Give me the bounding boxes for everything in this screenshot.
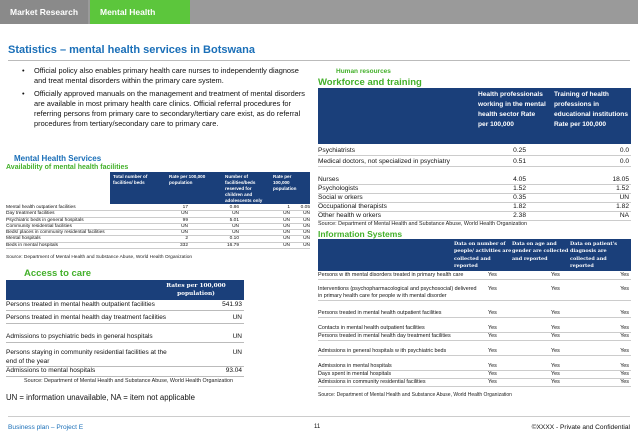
row-value: Yes <box>620 286 629 292</box>
row-value: Yes <box>551 333 560 339</box>
mhs-source: Source: Department of Mental Health and Substance Abuse, World Health Organization <box>6 255 193 260</box>
row-label: Psychiatrists <box>318 147 356 154</box>
col-header: Health professionals working in the mental health sector Rate per 100,000 <box>478 91 546 128</box>
row-label: Social w orkers <box>318 194 363 201</box>
row-value: Yes <box>488 325 497 331</box>
row-value: Yes <box>551 272 560 278</box>
row-label: Contacts in mental health outpatient facilities <box>318 325 425 331</box>
row-value: Yes <box>620 333 629 339</box>
top-navigation-bar <box>0 0 638 41</box>
access-table-header <box>6 280 244 300</box>
row-value: 541.93 <box>222 301 242 308</box>
workforce-table-header <box>318 88 631 144</box>
table-row <box>6 314 244 324</box>
bullet-item: • Official policy also enables primary health care nurses to independently diagnose and treat mental disorders within the primary care system. <box>22 66 310 86</box>
row-value: Yes <box>620 310 629 316</box>
row-value: UN <box>283 236 290 242</box>
row-label: Admissions to mental hospitals <box>6 367 96 374</box>
row-value: 1.52 <box>513 185 526 192</box>
row-value: UN <box>303 236 310 242</box>
footer-divider <box>8 416 630 417</box>
row-value: 5.01 <box>229 217 239 223</box>
table-row <box>318 371 631 379</box>
row-value: Yes <box>551 310 560 316</box>
workforce-source: Source: Department of Mental Health and Substance Abuse, World Health Organization <box>318 221 528 227</box>
col-header: Total number of facilities/ beds <box>110 172 166 204</box>
row-value: Yes <box>551 363 560 369</box>
row-label: Occupational therapists <box>318 203 387 210</box>
bullet-item: • Officially approved manuals on the management and treatment of mental disorders are available in most primary health care clinics. Official referral procedures for referring persons from primary care to secondary/tertiary care exist, as do referral procedures from tertiary/secondary care to primary care. <box>22 89 310 129</box>
row-value: Yes <box>551 371 560 377</box>
row-label: Community residential facilities <box>6 223 72 229</box>
row-value: UN <box>232 314 242 321</box>
access-heading: Access to care <box>24 268 92 279</box>
row-label: Mental hospitals <box>6 236 41 242</box>
row-value: Yes <box>551 286 560 292</box>
table-row <box>318 211 631 221</box>
info-table-header <box>318 239 631 271</box>
table-row <box>6 367 244 377</box>
abbreviation-legend: UN = information unavailable, NA = item not applicable <box>6 393 195 402</box>
facilities-table-body <box>6 205 310 249</box>
row-value: 0.0 <box>619 158 629 165</box>
row-value: Yes <box>488 286 497 292</box>
row-value: UN <box>283 211 290 217</box>
access-source: Source: Department of Mental Health and Substance Abuse, World Health Organization <box>24 378 234 384</box>
table-row <box>318 286 631 301</box>
col-header: Rates per 100,000 population) <box>166 283 226 297</box>
row-value: UN <box>181 211 188 217</box>
row-label: Nurses <box>318 176 339 183</box>
row-label: Beds/ places in community residential facilities <box>6 230 105 236</box>
row-value: 2.38 <box>513 212 526 219</box>
row-label: Admissions in mental hospitals <box>318 363 392 369</box>
row-value: UN <box>619 194 629 201</box>
row-label: Persons w ith mental disorders treated in primary health care <box>318 272 464 278</box>
row-value: UN <box>283 217 290 223</box>
row-label: Interventions (psychopharmacological and psychosocial) delivered in primary health care for people w ith mental disorder <box>318 286 477 299</box>
info-systems-heading: Information Systems <box>318 229 403 239</box>
row-value: 0.51 <box>513 158 526 165</box>
row-value: 0.25 <box>513 147 526 154</box>
table-row <box>318 310 631 318</box>
row-value: 0.0 <box>619 147 629 154</box>
row-value: UN <box>232 211 239 217</box>
row-value: 93.04 <box>225 367 242 374</box>
row-value: UN <box>232 223 239 229</box>
table-row <box>318 363 631 371</box>
row-value: Yes <box>620 363 629 369</box>
row-value: 1 <box>287 205 290 210</box>
row-value: NA <box>619 212 629 219</box>
row-value: Yes <box>551 379 560 385</box>
row-value: Yes <box>551 325 560 331</box>
workforce-heading: Workforce and training <box>318 77 422 88</box>
row-label: Beds in mental hospitals <box>6 242 58 248</box>
row-value: UN <box>283 230 290 236</box>
row-value: UN <box>303 230 310 236</box>
row-value: Yes <box>488 333 497 339</box>
row-value: UN <box>181 230 188 236</box>
table-row <box>318 325 631 333</box>
row-value: UN <box>232 230 239 236</box>
info-source: Source: Department of Mental Health and Substance Abuse, World Health Organization <box>318 392 512 398</box>
mhs-subheading: Availability of mental health facilities <box>6 164 129 171</box>
row-label: Admissions in general hospitals w ith psychiatric beds <box>318 348 447 354</box>
row-value: 0.35 <box>513 194 526 201</box>
col-header: Rate per 100,000 population <box>166 172 222 204</box>
table-row <box>6 349 244 367</box>
row-label: Persons treated in mental health day treatment facilities <box>6 314 167 321</box>
row-value: Yes <box>488 310 497 316</box>
row-value: 16.79 <box>226 242 239 248</box>
row-value: UN <box>181 223 188 229</box>
table-row <box>6 333 244 343</box>
hr-label: Human resources <box>336 68 391 75</box>
col-header: Data on age and gender are collected and reported <box>512 241 569 262</box>
row-label: Persons treated in mental health outpatient facilities <box>6 301 155 308</box>
col-header: Rate per 100,000 population <box>270 172 310 204</box>
title-divider <box>8 60 630 61</box>
footer-copyright: ©XXXX - Private and Confidential <box>531 424 630 431</box>
tab-market-research[interactable]: Market Research <box>0 0 88 24</box>
row-label: Psychologists <box>318 185 359 192</box>
facilities-table-header <box>6 172 310 204</box>
row-value: UN <box>283 242 290 248</box>
row-value: 4.05 <box>513 176 526 183</box>
row-value: 0.86 <box>229 205 239 210</box>
table-row <box>318 348 631 356</box>
footer-doc-title: Business plan – Project E <box>8 424 84 431</box>
row-value: Yes <box>488 363 497 369</box>
row-value: 99 <box>182 217 188 223</box>
row-label: Days spent in mental hospitals <box>318 371 392 377</box>
row-value: Yes <box>551 348 560 354</box>
row-value: 332 <box>179 242 188 248</box>
row-value: UN <box>232 333 242 340</box>
row-value: UN <box>283 223 290 229</box>
row-label: Persons staying in community residential facilities at the end of the year <box>6 349 167 365</box>
col-header: Data on patient's diagnosis are collected and reported <box>570 241 617 270</box>
col-header: Data on number of people/ activities are collected and reported <box>454 241 512 270</box>
row-value: Yes <box>620 379 629 385</box>
row-label: Psychiatric beds in general hospitals <box>6 217 84 223</box>
col-header: Number of facilities/beds reserved for children and adolescents only <box>222 172 270 204</box>
row-value: UN <box>303 211 310 217</box>
row-value: Yes <box>620 272 629 278</box>
row-value: Yes <box>620 371 629 377</box>
row-value: 18.05 <box>612 176 629 183</box>
table-row <box>6 301 244 311</box>
row-value: 1.52 <box>616 185 629 192</box>
row-value: 1.82 <box>616 203 629 210</box>
row-value: UN <box>232 349 242 356</box>
table-row <box>318 333 631 341</box>
col-header: Training of health professions in educational institutions Rate per 100,000 <box>554 91 628 128</box>
table-row <box>318 379 631 387</box>
row-label: Medical doctors, not specialized in psychiatry <box>318 158 450 165</box>
row-value: 0.10 <box>229 236 239 242</box>
row-label: Other health w orkers <box>318 212 382 219</box>
row-label: Admissions to psychiatric beds in general hospitals <box>6 333 153 340</box>
row-label: Persons treated in mental health day treatment facilities <box>318 333 451 339</box>
tab-mental-health-services[interactable]: Mental Health Services <box>90 0 190 24</box>
row-label: Persons treated in mental health outpatient facilities <box>318 310 442 316</box>
table-row <box>318 157 631 167</box>
row-value: UN <box>303 217 310 223</box>
mhs-heading: Mental Health Services <box>14 154 102 163</box>
row-label: Mental health outpatient facilities <box>6 205 76 210</box>
row-value: 1.82 <box>513 203 526 210</box>
row-value: UN <box>303 242 310 248</box>
row-value: UN <box>303 223 310 229</box>
row-value: Yes <box>488 272 497 278</box>
page-number: 11 <box>314 424 321 430</box>
row-value: Yes <box>488 379 497 385</box>
row-value: Yes <box>488 371 497 377</box>
row-value: Yes <box>620 325 629 331</box>
page-title: Statistics – mental health services in Botswana <box>8 44 255 56</box>
row-value: 17 <box>182 205 188 210</box>
row-value: 0.05 <box>300 205 310 210</box>
row-value: 2 <box>185 236 188 242</box>
row-label: Day treatment facilities <box>6 211 55 217</box>
row-label: Admissions in community residential facilities <box>318 379 426 385</box>
row-value: Yes <box>620 348 629 354</box>
table-row <box>318 272 631 280</box>
table-row <box>6 243 310 249</box>
row-value: Yes <box>488 348 497 354</box>
table-row <box>318 146 631 156</box>
bullet-list <box>22 66 310 132</box>
